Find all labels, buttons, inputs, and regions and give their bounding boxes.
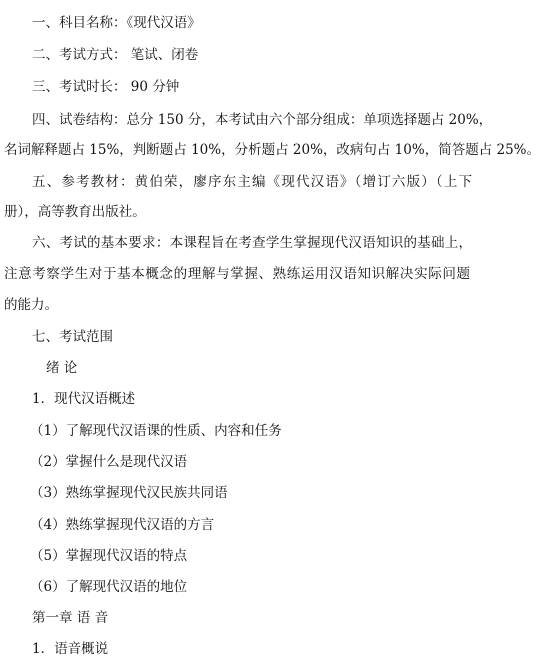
exam-format-line: 二、考试方式： 笔试、闭卷 — [32, 47, 199, 63]
exam-scope-heading: 七、考试范围 — [32, 329, 113, 345]
exam-duration-line: 三、考试时长： 90 分钟 — [32, 79, 180, 95]
list-item-3: （3）熟练掌握现代汉民族共同语 — [30, 485, 228, 501]
paper-structure-line-1: 四、试卷结构：总分 150 分，本考试由六个部分组成：单项选择题占 20%， — [32, 112, 493, 128]
list-item-1: （1）了解现代汉语课的性质、内容和任务 — [30, 423, 282, 439]
list-item-4: （4）熟练掌握现代汉语的方言 — [30, 517, 215, 533]
introduction-heading: 绪 论 — [46, 360, 78, 376]
chapter-1-heading: 第一章 语 音 — [32, 610, 109, 626]
chapter-1-section-1: 1．语音概说 — [32, 641, 109, 657]
textbook-line-2: 册），高等教育出版社。 — [4, 204, 146, 220]
textbook-line-1: 五、参考教材：黄伯荣，廖序东主编《现代汉语》（增订六版）（上下 — [32, 174, 472, 190]
requirements-line-3: 的能力。 — [4, 297, 58, 313]
paper-structure-line-2: 名词解释题占 15%，判断题占 10%，分析题占 20%，改病句占 10%，简答题占 25%。 — [4, 142, 540, 158]
subject-name-line: 一、科目名称：《现代汉语》 — [32, 15, 201, 31]
section-1-heading: 1．现代汉语概述 — [32, 391, 136, 407]
list-item-5: （5）掌握现代汉语的特点 — [30, 548, 188, 564]
requirements-line-2: 注意考察学生对于基本概念的理解与掌握、熟练运用汉语知识解决实际问题 — [4, 266, 470, 282]
requirements-line-1: 六、考试的基本要求：本课程旨在考查学生掌握现代汉语知识的基础上， — [32, 235, 472, 251]
list-item-2: （2）掌握什么是现代汉语 — [30, 454, 188, 470]
list-item-6: （6）了解现代汉语的地位 — [30, 579, 188, 595]
